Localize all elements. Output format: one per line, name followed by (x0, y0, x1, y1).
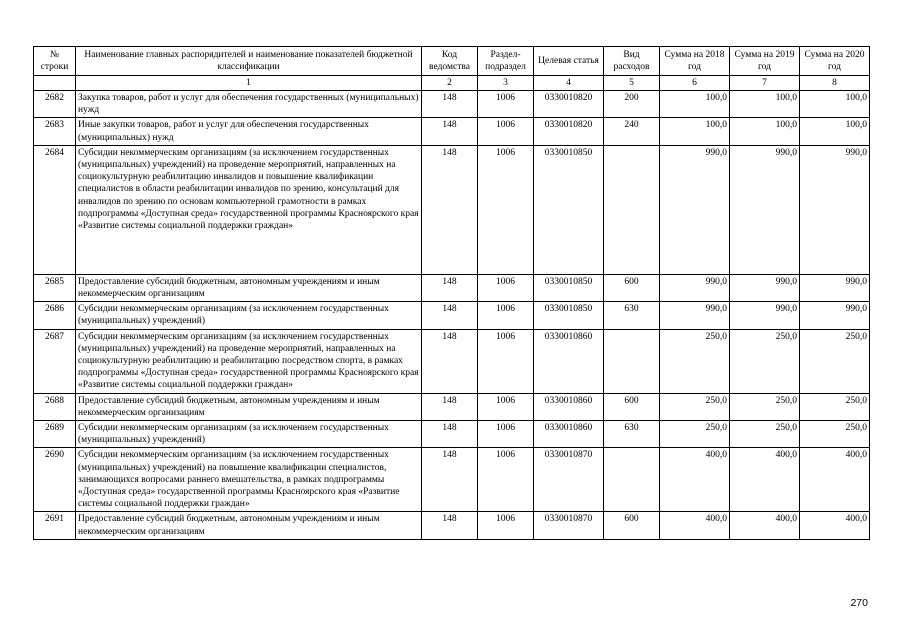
row-dept: 148 (422, 421, 478, 448)
row-no: 2683 (34, 118, 76, 145)
row-type: 600 (604, 393, 660, 420)
row-name: Субсидии некоммерческим организациям (за исключением государственных (муниципальных) учреждений) (76, 302, 422, 329)
row-no: 2686 (34, 302, 76, 329)
row-section: 1006 (478, 302, 534, 329)
row-sum-2019: 990,0 (730, 145, 800, 274)
row-name: Субсидии некоммерческим организациям (за исключением государственных (муниципальных) учреждений) на проведение мероприятий, направленных на социокультурную реабилитацию и реабилитацию посредством спорта, в рамках подпрограммы «Доступная среда» государственной программы Красноярского края «Развитие системы социальной поддержки граждан» (76, 329, 422, 393)
row-section: 1006 (478, 274, 534, 301)
row-sum-2020: 100,0 (800, 118, 870, 145)
row-no: 2690 (34, 448, 76, 512)
table-row (34, 448, 870, 512)
column-number: 5 (604, 76, 660, 91)
row-dept: 148 (422, 393, 478, 420)
row-target: 0330010860 (534, 393, 604, 420)
row-section: 1006 (478, 145, 534, 274)
row-type (604, 448, 660, 512)
table-row (34, 118, 870, 145)
row-target: 0330010850 (534, 274, 604, 301)
page-number: 270 (850, 597, 868, 609)
table-body (34, 91, 870, 540)
column-number: 1 (76, 76, 422, 91)
row-sum-2020: 990,0 (800, 145, 870, 274)
row-no: 2687 (34, 329, 76, 393)
row-name: Предоставление субсидий бюджетным, автономным учреждениям и иным некоммерческим организациям (76, 512, 422, 539)
header-sum-2020: Сумма на 2020 год (800, 47, 870, 76)
column-number (34, 76, 76, 91)
column-number: 3 (478, 76, 534, 91)
row-sum-2020: 400,0 (800, 448, 870, 512)
row-dept: 148 (422, 302, 478, 329)
row-target: 0330010860 (534, 329, 604, 393)
row-target: 0330010860 (534, 421, 604, 448)
row-section: 1006 (478, 448, 534, 512)
row-type: 600 (604, 512, 660, 539)
row-type (604, 329, 660, 393)
row-sum-2020: 100,0 (800, 91, 870, 118)
row-target: 0330010870 (534, 512, 604, 539)
table-row (34, 145, 870, 274)
row-sum-2019: 250,0 (730, 329, 800, 393)
row-dept: 148 (422, 274, 478, 301)
row-target: 0330010870 (534, 448, 604, 512)
row-section: 1006 (478, 512, 534, 539)
row-type: 630 (604, 421, 660, 448)
row-sum-2019: 100,0 (730, 118, 800, 145)
table-row (34, 302, 870, 329)
table-header (34, 47, 870, 91)
row-sum-2020: 250,0 (800, 329, 870, 393)
column-number: 7 (730, 76, 800, 91)
row-sum-2018: 250,0 (660, 393, 730, 420)
header-section: Раздел-подраздел (478, 47, 534, 76)
row-sum-2018: 400,0 (660, 448, 730, 512)
row-type: 240 (604, 118, 660, 145)
row-sum-2020: 250,0 (800, 393, 870, 420)
row-no: 2689 (34, 421, 76, 448)
row-sum-2019: 990,0 (730, 274, 800, 301)
table-row (34, 329, 870, 393)
table-row (34, 393, 870, 420)
row-no: 2685 (34, 274, 76, 301)
column-number: 4 (534, 76, 604, 91)
row-sum-2018: 100,0 (660, 118, 730, 145)
row-name: Предоставление субсидий бюджетным, автономным учреждениям и иным некоммерческим организациям (76, 393, 422, 420)
row-sum-2019: 990,0 (730, 302, 800, 329)
row-sum-2020: 990,0 (800, 302, 870, 329)
row-sum-2018: 250,0 (660, 329, 730, 393)
row-sum-2018: 990,0 (660, 274, 730, 301)
header-target: Целевая статья (534, 47, 604, 76)
row-sum-2020: 990,0 (800, 274, 870, 301)
column-number: 8 (800, 76, 870, 91)
row-dept: 148 (422, 329, 478, 393)
row-name: Предоставление субсидий бюджетным, автономным учреждениям и иным некоммерческим организациям (76, 274, 422, 301)
row-sum-2018: 100,0 (660, 91, 730, 118)
row-section: 1006 (478, 91, 534, 118)
row-type: 600 (604, 274, 660, 301)
row-target: 0330010850 (534, 302, 604, 329)
row-section: 1006 (478, 329, 534, 393)
header-row-no: № строки (34, 47, 76, 76)
row-dept: 148 (422, 91, 478, 118)
header-name: Наименование главных распорядителей и наименование показателей бюджетной классификации (76, 47, 422, 76)
row-dept: 148 (422, 448, 478, 512)
row-target: 0330010850 (534, 145, 604, 274)
row-section: 1006 (478, 393, 534, 420)
row-no: 2691 (34, 512, 76, 539)
row-sum-2018: 990,0 (660, 145, 730, 274)
table-row (34, 274, 870, 301)
header-sum-2018: Сумма на 2018 год (660, 47, 730, 76)
row-no: 2682 (34, 91, 76, 118)
row-sum-2019: 400,0 (730, 448, 800, 512)
row-dept: 148 (422, 118, 478, 145)
table-row (34, 512, 870, 539)
row-dept: 148 (422, 512, 478, 539)
header-exp-type: Вид расходов (604, 47, 660, 76)
row-section: 1006 (478, 118, 534, 145)
column-number: 6 (660, 76, 730, 91)
row-name: Субсидии некоммерческим организациям (за исключением государственных (муниципальных) учреждений) на проведение мероприятий, направленных на социокультурную реабилитацию инвалидов и повышение квалификации специалистов в области реабилитации инвалидов по зрению, консультаций для инвалидов по зрению по основам компьютерной грамотности в рамках подпрограммы «Доступная среда» государственной программы Красноярского края «Развитие системы социальной поддержки граждан» (76, 145, 422, 274)
row-type (604, 145, 660, 274)
row-sum-2019: 400,0 (730, 512, 800, 539)
row-target: 0330010820 (534, 91, 604, 118)
row-sum-2019: 250,0 (730, 393, 800, 420)
row-sum-2020: 400,0 (800, 512, 870, 539)
header-dept-code: Код ведомства (422, 47, 478, 76)
column-number: 2 (422, 76, 478, 91)
row-section: 1006 (478, 421, 534, 448)
table-row (34, 421, 870, 448)
row-dept: 148 (422, 145, 478, 274)
row-sum-2020: 250,0 (800, 421, 870, 448)
row-sum-2018: 250,0 (660, 421, 730, 448)
row-name: Субсидии некоммерческим организациям (за исключением государственных (муниципальных) учреждений) на повышение квалификации специалистов, занимающихся вопросами раннего вмешательства, в рамках подпрограммы «Доступная среда» государственной программы Красноярского края «Развитие системы социальной поддержки граждан» (76, 448, 422, 512)
row-no: 2684 (34, 145, 76, 274)
table-row (34, 91, 870, 118)
budget-table (33, 46, 870, 540)
row-sum-2018: 990,0 (660, 302, 730, 329)
row-name: Иные закупки товаров, работ и услуг для обеспечения государственных (муниципальных) нужд (76, 118, 422, 145)
row-target: 0330010820 (534, 118, 604, 145)
header-sum-2019: Сумма на 2019 год (730, 47, 800, 76)
column-number-row (34, 76, 870, 91)
row-name: Закупка товаров, работ и услуг для обеспечения государственных (муниципальных) нужд (76, 91, 422, 118)
row-sum-2019: 250,0 (730, 421, 800, 448)
row-sum-2018: 400,0 (660, 512, 730, 539)
row-type: 200 (604, 91, 660, 118)
row-sum-2019: 100,0 (730, 91, 800, 118)
row-name: Субсидии некоммерческим организациям (за исключением государственных (муниципальных) учреждений) (76, 421, 422, 448)
row-no: 2688 (34, 393, 76, 420)
row-type: 630 (604, 302, 660, 329)
